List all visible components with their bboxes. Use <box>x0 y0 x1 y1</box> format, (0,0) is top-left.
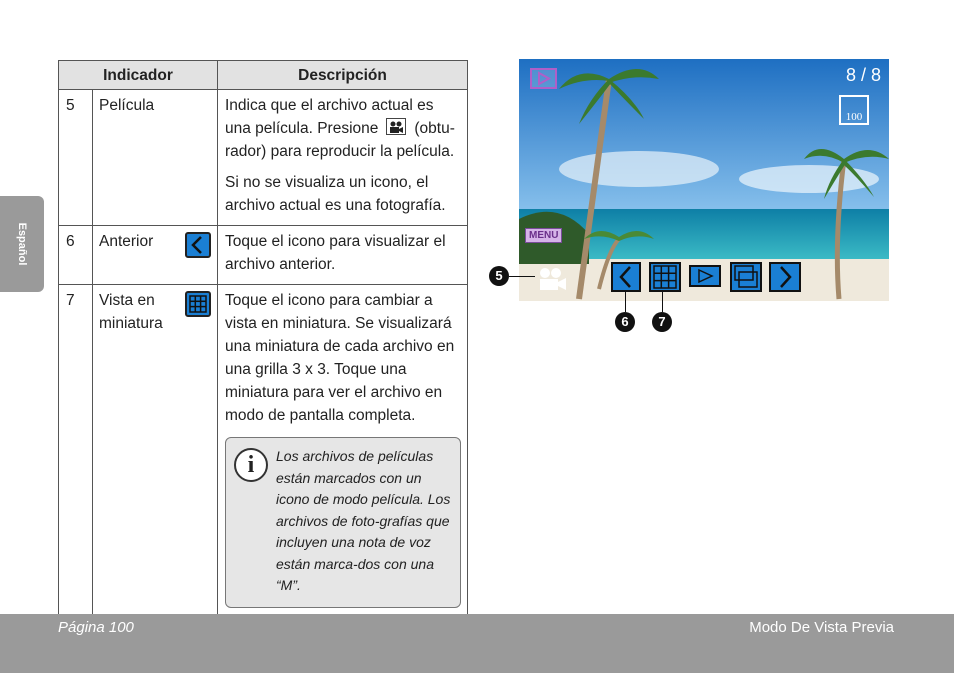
desc-text-b: (obtu-rador) para reproducir la película. <box>225 120 455 160</box>
row-name: Anterior <box>93 226 181 285</box>
row-icon-cell <box>181 226 218 285</box>
row-description: Toque el icono para visualizar el archivo anterior. <box>218 226 468 285</box>
page-footer <box>0 614 954 673</box>
row-number: 7 <box>59 285 93 617</box>
menu-button[interactable]: MENU <box>525 228 562 243</box>
row-name: Película <box>93 90 218 226</box>
thumbnail-grid-icon <box>185 291 211 317</box>
movie-indicator-icon <box>534 266 568 292</box>
row-name: Vista en miniatura <box>93 285 181 617</box>
indicator-table <box>58 60 468 617</box>
desc-text-a: Indica que el archivo actual es una película. Presione <box>225 97 434 137</box>
row-icon-cell <box>181 285 218 617</box>
thumbnail-button[interactable] <box>649 262 681 292</box>
callout-6-leader <box>625 292 626 312</box>
play-button[interactable] <box>689 265 721 287</box>
section-title: Modo De Vista Previa <box>749 619 894 636</box>
next-button[interactable] <box>769 262 801 292</box>
callout-7: 7 <box>652 312 672 332</box>
table-row <box>59 226 468 285</box>
row-desc-paragraph <box>225 94 461 163</box>
table-row <box>59 285 468 617</box>
previous-icon <box>185 232 211 258</box>
row-description <box>218 90 468 226</box>
callout-5-leader <box>509 276 535 277</box>
info-note <box>225 437 461 608</box>
camera-preview-screen <box>519 59 889 301</box>
info-icon: i <box>234 448 268 482</box>
table-header-row <box>59 61 468 90</box>
row-number: 6 <box>59 226 93 285</box>
header-indicator: Indicador <box>59 61 218 90</box>
page-number: Página 100 <box>58 619 134 636</box>
row-desc-paragraph-2: Si no se visualiza un icono, el archivo actual es una fotografía. <box>225 174 446 214</box>
callout-5: 5 <box>489 266 509 286</box>
row-description <box>218 285 468 617</box>
slideshow-button[interactable] <box>730 262 762 292</box>
language-tab <box>0 196 44 292</box>
info-note-text: Los archivos de películas están marcados con un icono de modo película. Los archivos de foto-grafías que incluyen una nota de voz están marca-dos con una “M”. <box>276 448 451 593</box>
resolution-value: 100 <box>845 111 863 123</box>
language-tab-label: Español <box>16 222 28 266</box>
movie-shutter-icon <box>386 118 406 135</box>
file-counter: 8 / 8 <box>845 65 881 85</box>
callout-7-leader <box>662 292 663 312</box>
playback-mode-icon <box>530 68 557 89</box>
table-row <box>59 90 468 226</box>
resolution-icon <box>839 95 869 125</box>
header-description: Descripción <box>218 61 468 90</box>
previous-button[interactable] <box>611 262 641 292</box>
row-desc-paragraph: Toque el icono para cambiar a vista en miniatura. Se visualizará una miniatura de cada archivo en una grilla 3 x 3. Toque una miniatura para ver el archivo en modo de pantalla completa. <box>225 292 455 424</box>
row-number: 5 <box>59 90 93 226</box>
callout-6: 6 <box>615 312 635 332</box>
